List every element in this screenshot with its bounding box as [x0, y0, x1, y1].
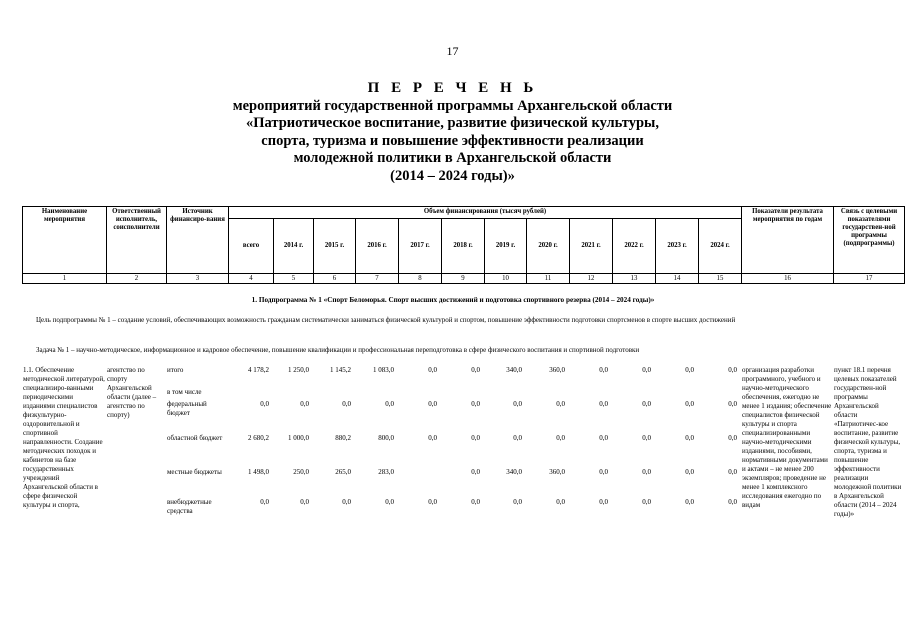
header-source: Источник финансиро-вания [167, 207, 229, 274]
funding-value: 0,0 [471, 498, 480, 506]
header-year: 2024 г. [699, 219, 742, 274]
funding-value: 0,0 [685, 468, 694, 476]
title-heading: П Е Р Е Ч Е Н Ь [367, 80, 538, 96]
activity-responsible: агентство по спорту Архангельской области (далее – агентство по спорту) [107, 366, 157, 419]
header-year: 2016 г. [356, 219, 399, 274]
funding-value: 0,0 [385, 400, 394, 408]
column-number: 5 [274, 274, 314, 284]
funding-value: 0,0 [642, 366, 651, 374]
funding-value: 360,0 [549, 366, 565, 374]
funding-source: в том числе [167, 388, 202, 396]
funding-value [698, 388, 741, 400]
funding-value: 0,0 [428, 400, 437, 408]
funding-value: 0,0 [728, 468, 737, 476]
title-line-3: «Патриотическое воспитание, развитие физической культуры, [246, 115, 659, 131]
header-responsible: Ответственный исполнитель, соисполнители [107, 207, 167, 274]
funding-value: 0,0 [728, 498, 737, 506]
column-number: 15 [699, 274, 742, 284]
funding-value: 0,0 [556, 400, 565, 408]
funding-value: 0,0 [513, 434, 522, 442]
column-number: 13 [613, 274, 656, 284]
header-volume: Объем финансирования (тысяч рублей) [229, 207, 742, 219]
funding-value: 0,0 [685, 498, 694, 506]
activity-name: 1.1. Обеспечение методической литературой, специализиро-ванными периодическими изданиями специалистов физкультурно-оздоровительной и спортивной направленности. Создание методических походок и кабинетов на базе государственных учреждений Архангельской области в сфере физической культуры и спорта, [23, 366, 105, 509]
funding-value [313, 388, 355, 400]
goal-text: Цель подпрограммы № 1 – создание условий, обеспечивающих возможность гражданам систематически заниматься физической культурой и спортом, повышение эффективности подготовки спортсменов в спорте высших достижений [36, 316, 736, 324]
funding-source: итого [167, 366, 184, 374]
funding-value [612, 388, 655, 400]
header-link: Связь с целевыми показателями государствен-ной программы (подпрограммы) [834, 207, 905, 274]
column-number: 9 [442, 274, 485, 284]
funding-value: 0,0 [642, 498, 651, 506]
funding-value: 0,0 [428, 498, 437, 506]
column-number: 11 [527, 274, 570, 284]
funding-value: 0,0 [685, 434, 694, 442]
funding-value: 360,0 [549, 468, 565, 476]
funding-value: 1 083,0 [373, 366, 394, 374]
funding-source: областной бюджет [167, 434, 223, 442]
funding-value: 0,0 [260, 498, 269, 506]
funding-value: 1 000,0 [288, 434, 309, 442]
funding-value: 0,0 [599, 498, 608, 506]
task-text: Задача № 1 – научно-методическое, информационное и кадровое обеспечение, повышение квалификации и профессиональная переподготовка в сфере физического воспитания и спортивной подготовки [36, 346, 640, 354]
funding-value [228, 388, 273, 400]
funding-value: 0,0 [685, 400, 694, 408]
funding-value: 1 498,0 [248, 468, 269, 476]
column-number: 7 [356, 274, 399, 284]
funding-value: 0,0 [556, 498, 565, 506]
column-number: 12 [570, 274, 613, 284]
funding-value: 880,2 [335, 434, 351, 442]
header-year: 2019 г. [485, 219, 527, 274]
funding-value: 0,0 [342, 498, 351, 506]
column-number: 10 [485, 274, 527, 284]
header-indicators: Показатели результата мероприятия по годам [742, 207, 834, 274]
activity-indicators: организация разработки программного, учебного и научно-методического обеспечения, ежегодно не менее 1 издания; обеспечение специалистов физической культуры и спорта специализированными научно-методическими изданиями, пособиями, нормативными документами и актами – не менее 200 экземпляров; проведение не менее 1 комплексного исследования ежегодно по видам [742, 366, 832, 509]
funding-value: 0,0 [428, 366, 437, 374]
header-year: 2020 г. [527, 219, 570, 274]
table-row [22, 366, 904, 388]
funding-value [273, 388, 313, 400]
funding-value: 0,0 [642, 400, 651, 408]
funding-value: 0,0 [471, 434, 480, 442]
funding-value: 0,0 [728, 366, 737, 374]
header-year: 2021 г. [570, 219, 613, 274]
funding-value: 265,0 [335, 468, 351, 476]
header-year: 2017 г. [399, 219, 442, 274]
document-title [0, 80, 905, 185]
funding-value [398, 468, 441, 498]
funding-value: 0,0 [599, 434, 608, 442]
page-number: 17 [446, 44, 459, 58]
header-year: 2022 г. [613, 219, 656, 274]
funding-value [526, 388, 569, 400]
funding-value: 0,0 [300, 498, 309, 506]
funding-source: внебюджетные средства [167, 498, 212, 515]
column-number: 16 [742, 274, 834, 284]
funding-value: 1 250,0 [288, 366, 309, 374]
title-line-5: молодежной политики в Архангельской области [293, 150, 612, 166]
funding-value: 283,0 [378, 468, 394, 476]
column-number: 8 [399, 274, 442, 284]
funding-value: 0,0 [599, 468, 608, 476]
column-number: 4 [229, 274, 274, 284]
title-line-2: мероприятий государственной программы Архангельской области [232, 97, 673, 114]
funding-source: федеральный бюджет [167, 400, 207, 417]
funding-value: 0,0 [428, 434, 437, 442]
funding-value: 0,0 [471, 366, 480, 374]
column-number: 2 [107, 274, 167, 284]
funding-value [398, 388, 441, 400]
subprogram-title: 1. Подпрограмма № 1 «Спорт Беломорья. Спорт высших достижений и подготовка спортивного резерва (2014 – 2024 годы)» [251, 296, 655, 304]
funding-value: 0,0 [385, 498, 394, 506]
header-name: Наименование мероприятия [23, 207, 107, 274]
funding-value: 0,0 [300, 400, 309, 408]
funding-value: 250,0 [293, 468, 309, 476]
column-number: 6 [314, 274, 356, 284]
funding-value [355, 388, 398, 400]
funding-value [655, 388, 698, 400]
funding-value: 0,0 [728, 434, 737, 442]
column-number: 3 [167, 274, 229, 284]
funding-source: местные бюджеты [167, 468, 222, 476]
funding-value: 0,0 [471, 468, 480, 476]
title-line-4: спорта, туризма и повышение эффективности реализации [261, 132, 644, 149]
funding-value [441, 388, 484, 400]
funding-value [484, 388, 526, 400]
title-line-6: (2014 – 2024 годы)» [390, 167, 515, 184]
column-number: 14 [656, 274, 699, 284]
header-year: 2015 г. [314, 219, 356, 274]
header-year: всего [229, 219, 274, 274]
column-number: 1 [23, 274, 107, 284]
funding-value: 0,0 [642, 434, 651, 442]
activity-table [22, 366, 904, 594]
header-year: 2014 г. [274, 219, 314, 274]
funding-value: 0,0 [556, 434, 565, 442]
funding-value: 2 680,2 [248, 434, 269, 442]
funding-value: 0,0 [513, 498, 522, 506]
funding-value: 0,0 [471, 400, 480, 408]
funding-value: 1 145,2 [330, 366, 351, 374]
funding-value: 0,0 [342, 400, 351, 408]
funding-value: 4 178,2 [248, 366, 269, 374]
funding-value: 0,0 [728, 400, 737, 408]
funding-value: 340,0 [506, 366, 522, 374]
column-number: 17 [834, 274, 905, 284]
header-year: 2018 г. [442, 219, 485, 274]
activity-link: пункт 18.1 перечня целевых показателей государствен-ной программы Архангельской области «Патриотичес-кое воспитание, развитие физической культуры, спорта, туризма и повышение эффективности реализации молодежной политики в Архангельской области (2014 – 2024 годы)» [834, 366, 902, 518]
funding-value: 0,0 [260, 400, 269, 408]
funding-value [569, 388, 612, 400]
funding-value: 0,0 [599, 400, 608, 408]
header-year: 2023 г. [656, 219, 699, 274]
funding-value: 0,0 [599, 366, 608, 374]
funding-value: 0,0 [685, 366, 694, 374]
funding-value: 0,0 [513, 400, 522, 408]
header-table [22, 206, 905, 284]
funding-value: 0,0 [642, 468, 651, 476]
funding-value: 340,0 [506, 468, 522, 476]
funding-value: 800,0 [378, 434, 394, 442]
